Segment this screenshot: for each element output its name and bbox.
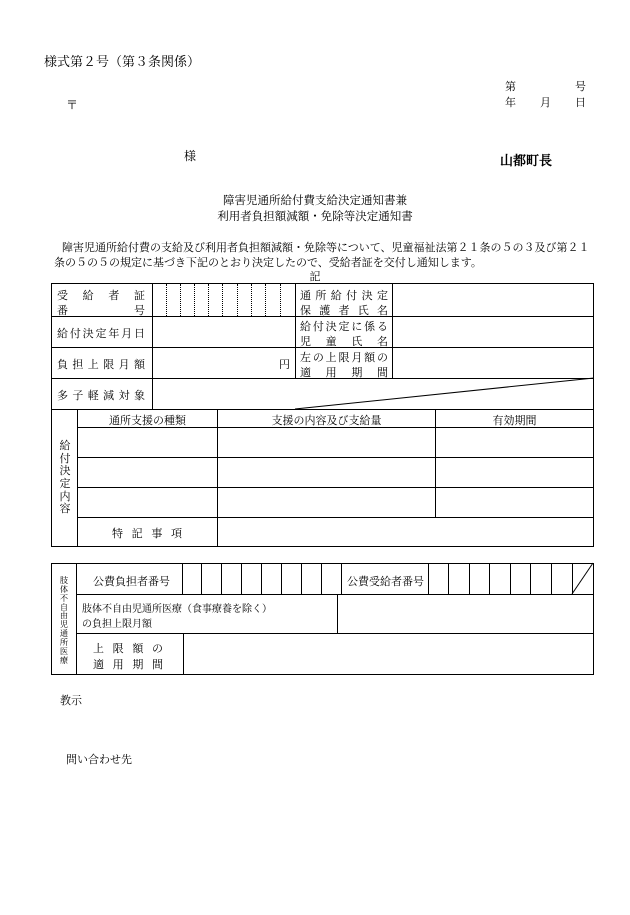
ki-mark: 記 <box>309 270 321 283</box>
decision-content-label: 給 付 決 定 内 容 <box>59 439 71 516</box>
number-label-go: 号 <box>575 80 586 93</box>
guardian-name-label-bottom: 保 護 者 氏 名 <box>300 304 388 317</box>
cap-period-label-bottom: 適 用 期 間 <box>300 366 388 379</box>
postal-mark: 〒 <box>66 98 79 112</box>
form-id: 様式第２号（第３条関係） <box>44 55 201 70</box>
monthly-cap-label: 負 担 上 限 月 額 <box>57 358 145 371</box>
date-label-year: 年 <box>505 96 516 109</box>
recipient-cert-label-bottom: 番 号 <box>57 304 145 317</box>
child-name-label-bottom: 児 童 氏 名 <box>300 335 388 348</box>
col-service-detail: 支援の内容及び支給量 <box>271 414 382 427</box>
col-service-type: 通所支援の種類 <box>109 414 186 427</box>
medical-cap-period-bottom: 適 用 期 間 <box>93 658 163 671</box>
instruction-label: 教示 <box>60 694 82 707</box>
special-notes-label: 特 記 事 項 <box>112 527 182 540</box>
cap-period-label-top: 左 の 上 限 月 額 の <box>300 351 388 364</box>
recipient-no-label: 公費受給者番号 <box>347 575 424 588</box>
contact-label: 問い合わせ先 <box>66 753 132 766</box>
issuer-name: 山都町長 <box>500 154 553 169</box>
medical-section-label: 肢 体 不 自 由 児 通 所 医 療 <box>59 575 69 665</box>
date-label-month: 月 <box>540 96 551 109</box>
medical-cap-label-line2: の負担上限月額 <box>82 619 152 630</box>
medical-cap-period-top: 上 限 額 の <box>93 642 163 655</box>
multi-child-label: 多 子 軽 減 対 象 <box>57 389 145 402</box>
addressee-suffix: 様 <box>184 149 197 163</box>
guardian-name-label-top: 通 所 給 付 決 定 <box>300 289 388 302</box>
body-text-line2: 条の５の５の規定に基づき下記のとおり決定したので、受給者証を交付し通知します。 <box>54 256 482 269</box>
yen-unit: 円 <box>279 358 290 371</box>
diagonal-slash <box>295 378 594 409</box>
date-label-day: 日 <box>575 96 586 109</box>
document-title-line2: 利用者負担額減額・免除等決定通知書 <box>217 209 413 223</box>
body-text-line1: 障害児通所給付費の支給及び利用者負担額減額・免除等について、児童福祉法第２１条の５の３及び第２１ <box>62 241 590 254</box>
col-valid-period: 有効期間 <box>492 414 537 427</box>
medical-cap-label-line1: 肢体不自由児通所医療（食事療養を除く） <box>82 604 272 615</box>
recipient-cert-label-top: 受 給 者 証 <box>57 289 145 302</box>
number-label-dai: 第 <box>505 80 516 93</box>
payer-no-label: 公費負担者番号 <box>93 575 170 588</box>
cell-diagonal-slash <box>572 563 593 594</box>
decision-date-label: 給 付 決 定 年 月 日 <box>57 327 145 340</box>
child-name-label-top: 給 付 決 定 に 係 る <box>300 320 388 333</box>
document-title-line1: 障害児通所給付費支給決定通知書兼 <box>223 193 407 207</box>
